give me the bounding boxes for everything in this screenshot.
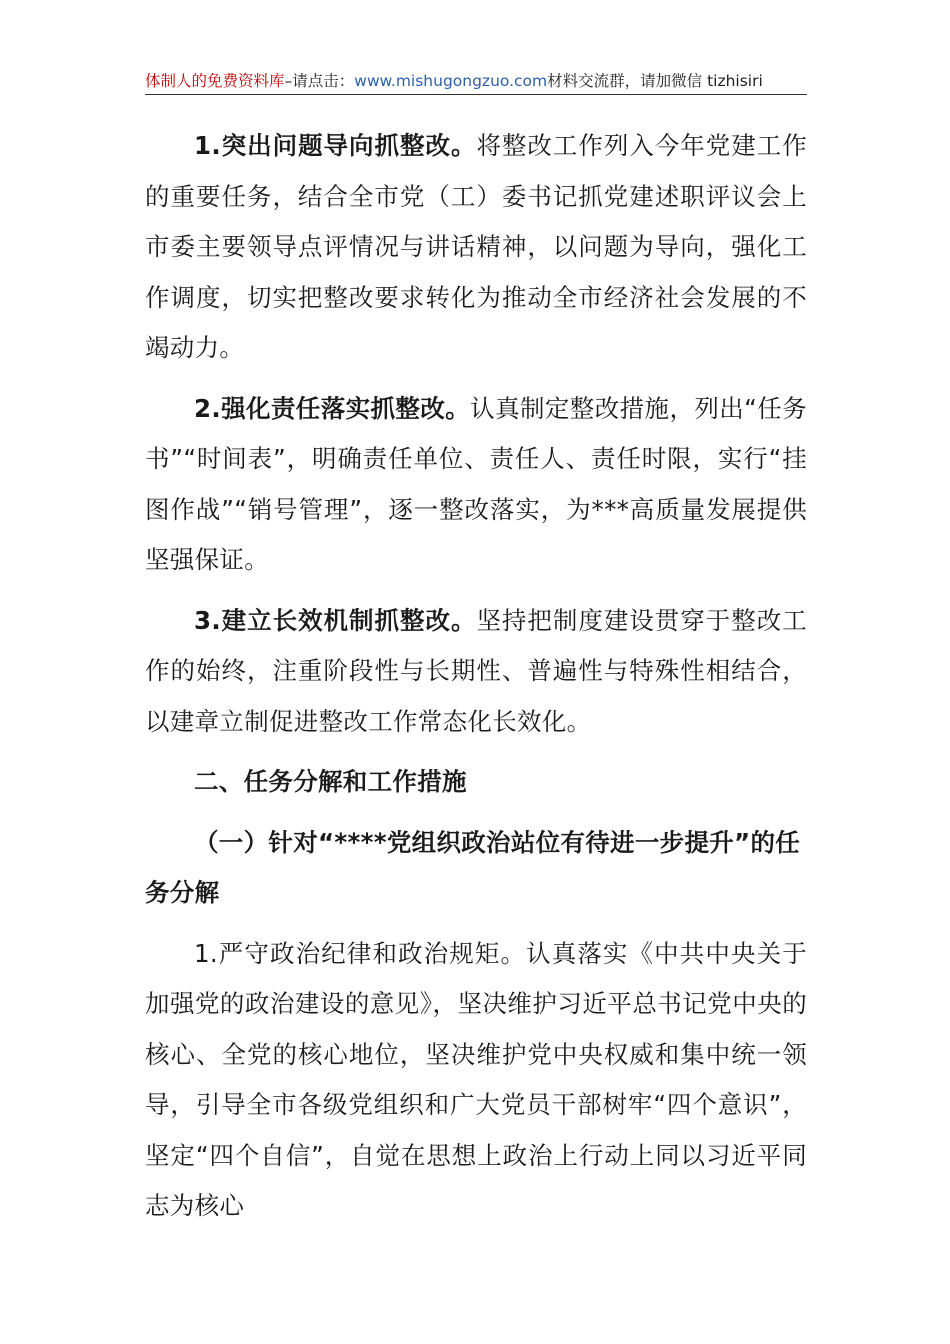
paragraph-2 bbox=[145, 384, 807, 586]
paragraph-1-body: 将整改工作列入今年党建工作的重要任务，结合全市党（工）委书记抓党建述职评议会上市委主要领导点评情况与讲话精神，以问题为导向，强化工作调度，切实把整改要求转化为推动全市经济社会发展的不竭动力。 bbox=[145, 131, 807, 362]
header-brand: 体制人的免费资料库 bbox=[145, 72, 285, 90]
paragraph-1-lead: 1.突出问题导向抓整改。 bbox=[194, 131, 477, 160]
paragraph-2-lead: 2.强化责任落实抓整改。 bbox=[194, 393, 471, 423]
paragraph-3-body: 坚持把制度建设贯穿于整改工作的始终，注重阶段性与长期性、普遍性与特殊性相结合，以建章立制促进整改工作常态化长效化。 bbox=[145, 605, 807, 736]
header-contact: 材料交流群，请加微信 tizhisiri bbox=[547, 72, 763, 90]
paragraph-2-body: 认真制定整改措施，列出“任务书”“时间表”，明确责任单位、责任人、责任时限，实行“挂图作战”“销号管理”，逐一整改落实，为***高质量发展提供坚强保证。 bbox=[145, 393, 807, 574]
paragraph-3 bbox=[145, 596, 807, 748]
paragraph-1 bbox=[145, 121, 807, 374]
page-header bbox=[145, 68, 807, 95]
paragraph-3-lead: 3.建立长效机制抓整改。 bbox=[194, 605, 477, 635]
header-url-link[interactable]: www.mishugongzuo.com bbox=[354, 72, 548, 90]
header-prompt: –请点击： bbox=[284, 72, 355, 90]
section-heading: 二、任务分解和工作措施 bbox=[194, 767, 467, 796]
document-body bbox=[145, 121, 807, 1242]
final-paragraph: 1.严守政治纪律和政治规矩。认真落实《中共中央关于加强党的政治建设的意见》，坚决维护习近平总书记党中央的核心、全党的核心地位，坚决维护党中央权威和集中统一领导，引导全市各级党组织和广大党员干部树牢“四个意识”，坚定“四个自信”，自觉在思想上政治上行动上同以习近平同志为核心 bbox=[145, 938, 807, 1220]
sub-heading: （一）针对“****党组织政治站位有待进一步提升”的任务分解 bbox=[145, 827, 801, 907]
